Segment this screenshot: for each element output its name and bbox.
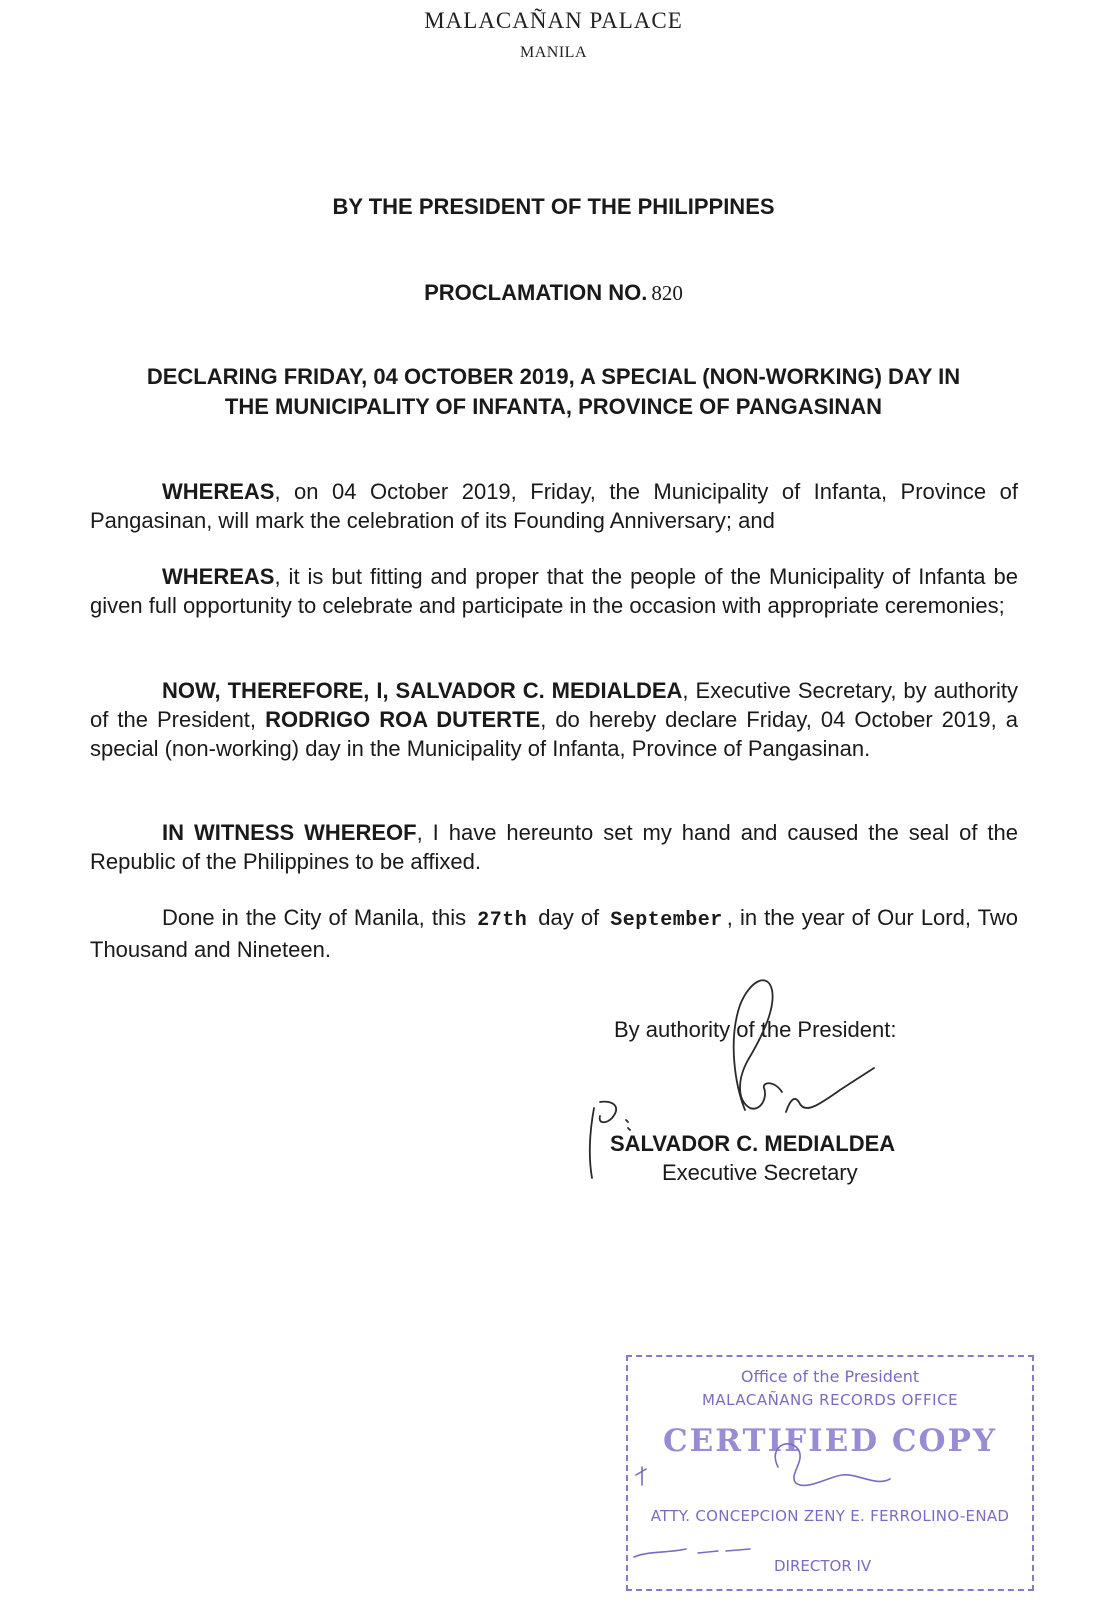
title-line-2: THE MUNICIPALITY OF INFANTA, PROVINCE OF PANGASINAN	[224, 394, 883, 419]
done-in-day: 27th	[477, 909, 528, 932]
title-line-1: DECLARING FRIDAY, 04 OCTOBER 2019, A SPECIAL (NON-WORKING) DAY IN	[146, 364, 961, 389]
letterhead-palace: MALACAÑAN PALACE	[424, 8, 683, 33]
certified-copy-stamp	[626, 1355, 1034, 1591]
now-therefore-lead: NOW, THEREFORE, I, SALVADOR C. MEDIALDEA	[162, 678, 683, 703]
whereas-1-text: , on 04 October 2019, Friday, the Municipality of Infanta, Province of Pangasinan, will mark the celebration of its Founding Anniversary; and	[90, 479, 1018, 533]
done-in-month: September	[610, 909, 723, 932]
done-in-text-1: Done in the City of Manila, this	[162, 905, 467, 930]
paragraph-whereas-2	[90, 562, 1018, 620]
whereas-2-lead: WHEREAS	[162, 564, 275, 589]
in-witness-text: , I have hereunto set my hand and caused the seal of the Republic of the Philippines to be affixed.	[90, 820, 1019, 874]
stamp-officer-title: DIRECTOR IV	[774, 1557, 872, 1575]
paragraph-now-therefore	[90, 676, 1018, 763]
stamp-officer-name: ATTY. CONCEPCION ZENY E. FERROLINO-ENAD	[650, 1507, 1010, 1525]
stamp-initials-signature	[628, 1357, 1032, 1589]
in-witness-lead: IN WITNESS WHEREOF	[162, 820, 417, 845]
proclamation-number: 820	[651, 281, 683, 305]
proclamation-heading	[0, 280, 1107, 306]
paragraph-whereas-1	[90, 477, 1018, 535]
stamp-records-office-line: MALACAÑANG RECORDS OFFICE	[701, 1391, 959, 1409]
proclamation-title	[70, 362, 1037, 422]
proclamation-label: PROCLAMATION NO.	[424, 280, 648, 305]
now-therefore-text-1: , Executive Secretary, by authority of the President,	[90, 678, 1018, 732]
signatory-title: Executive Secretary	[662, 1160, 858, 1185]
president-name: RODRIGO ROA DUTERTE	[265, 707, 541, 732]
by-authority-line: By authority of the President:	[614, 1017, 897, 1042]
paragraph-done-in	[90, 903, 1018, 964]
letterhead-city: MANILA	[520, 44, 587, 61]
stamp-certified-copy: CERTIFIED COPY	[662, 1423, 998, 1459]
whereas-2-text: , it is but fitting and proper that the people of the Municipality of Infanta be given full opportunity to celebrate and participate in the occasion with appropriate ceremonies;	[90, 564, 1018, 618]
done-in-text-2: day of	[538, 905, 600, 930]
stamp-office-line: Office of the President	[740, 1367, 920, 1386]
whereas-1-lead: WHEREAS	[162, 479, 275, 504]
by-president-heading: BY THE PRESIDENT OF THE PHILIPPINES	[332, 194, 775, 219]
signatory-name: SALVADOR C. MEDIALDEA	[610, 1131, 896, 1156]
now-therefore-text-2: , do hereby declare Friday, 04 October 2019, a special (non-working) day in the Municipality of Infanta, Province of Pangasinan.	[90, 707, 1018, 761]
done-in-text-3: , in the year of Our Lord, Two Thousand and Nineteen.	[90, 905, 1018, 962]
paragraph-in-witness	[90, 818, 1018, 876]
